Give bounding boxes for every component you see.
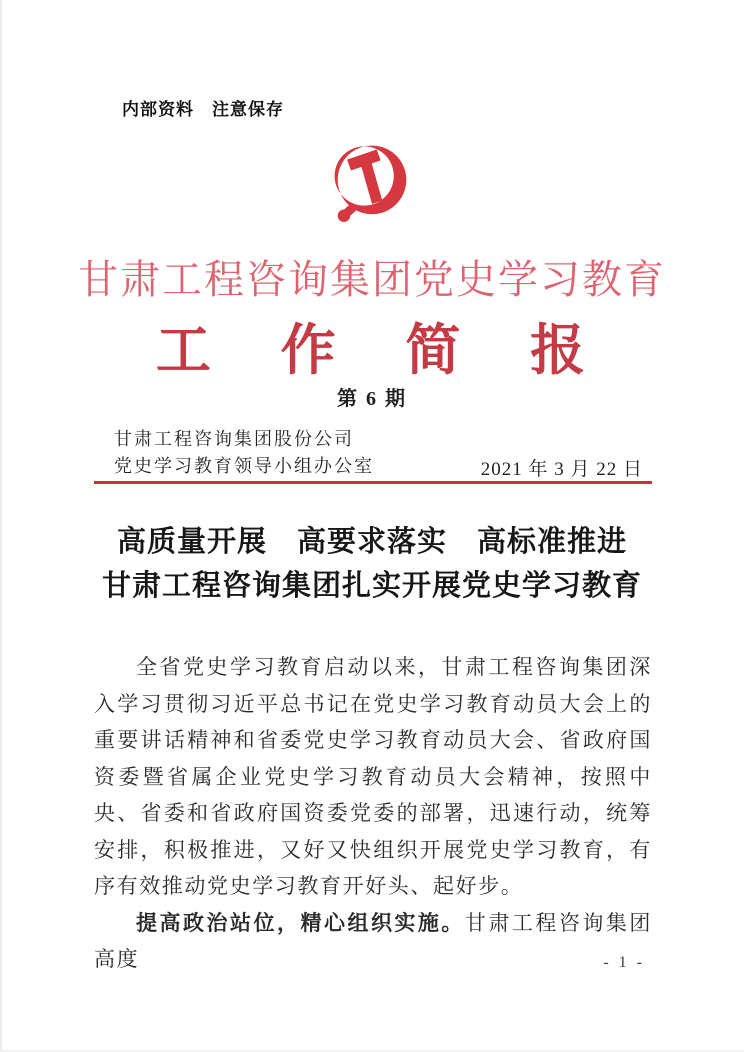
body-paragraph — [94, 905, 652, 978]
paragraph-text: 甘肃工程咨询集团高度 — [94, 910, 652, 971]
page-number: - 1 - — [603, 954, 645, 971]
cpc-hammer-sickle-icon — [333, 137, 411, 229]
banner-title: 工 作 简 报 — [155, 320, 589, 381]
issue-date: 2021 年 3 月 22 日 — [480, 459, 643, 480]
red-divider-rule — [94, 481, 652, 484]
masthead-title: 甘肃工程咨询集团党史学习教育 — [78, 257, 666, 302]
article-body — [94, 649, 652, 978]
article-headline — [0, 520, 744, 608]
body-paragraph — [94, 649, 652, 905]
emblem-container — [0, 137, 744, 234]
issue-number: 第 6 期 — [337, 388, 407, 410]
paragraph-lead: 提高政治站位，精心组织实施。 — [136, 910, 465, 935]
classification-notice: 内部资料 注意保存 — [122, 100, 284, 119]
paragraph-text: 全省党史学习教育启动以来，甘肃工程咨询集团深入学习贯彻习近平总书记在党史学习教育动员大会上的重要讲话精神和省委党史学习教育动员大会、省政府国资委暨省属企业党史学习教育动员大会精神，按照中央、省委和省政府国资委党委的部署，迅速行动，统筹安排，积极推进，又好又快组织开展党史学习教育，有序有效推动党史学习教育开好头、起好步。 — [94, 655, 652, 898]
org-line-1: 甘肃工程咨询集团股份公司 — [114, 429, 354, 449]
org-line-2: 党史学习教育领导小组办公室 — [114, 456, 374, 476]
issuing-organization — [114, 426, 374, 480]
headline-line-2: 甘肃工程咨询集团扎实开展党史学习教育 — [101, 570, 642, 602]
headline-line-1: 高质量开展 高要求落实 高标准推进 — [116, 526, 627, 558]
